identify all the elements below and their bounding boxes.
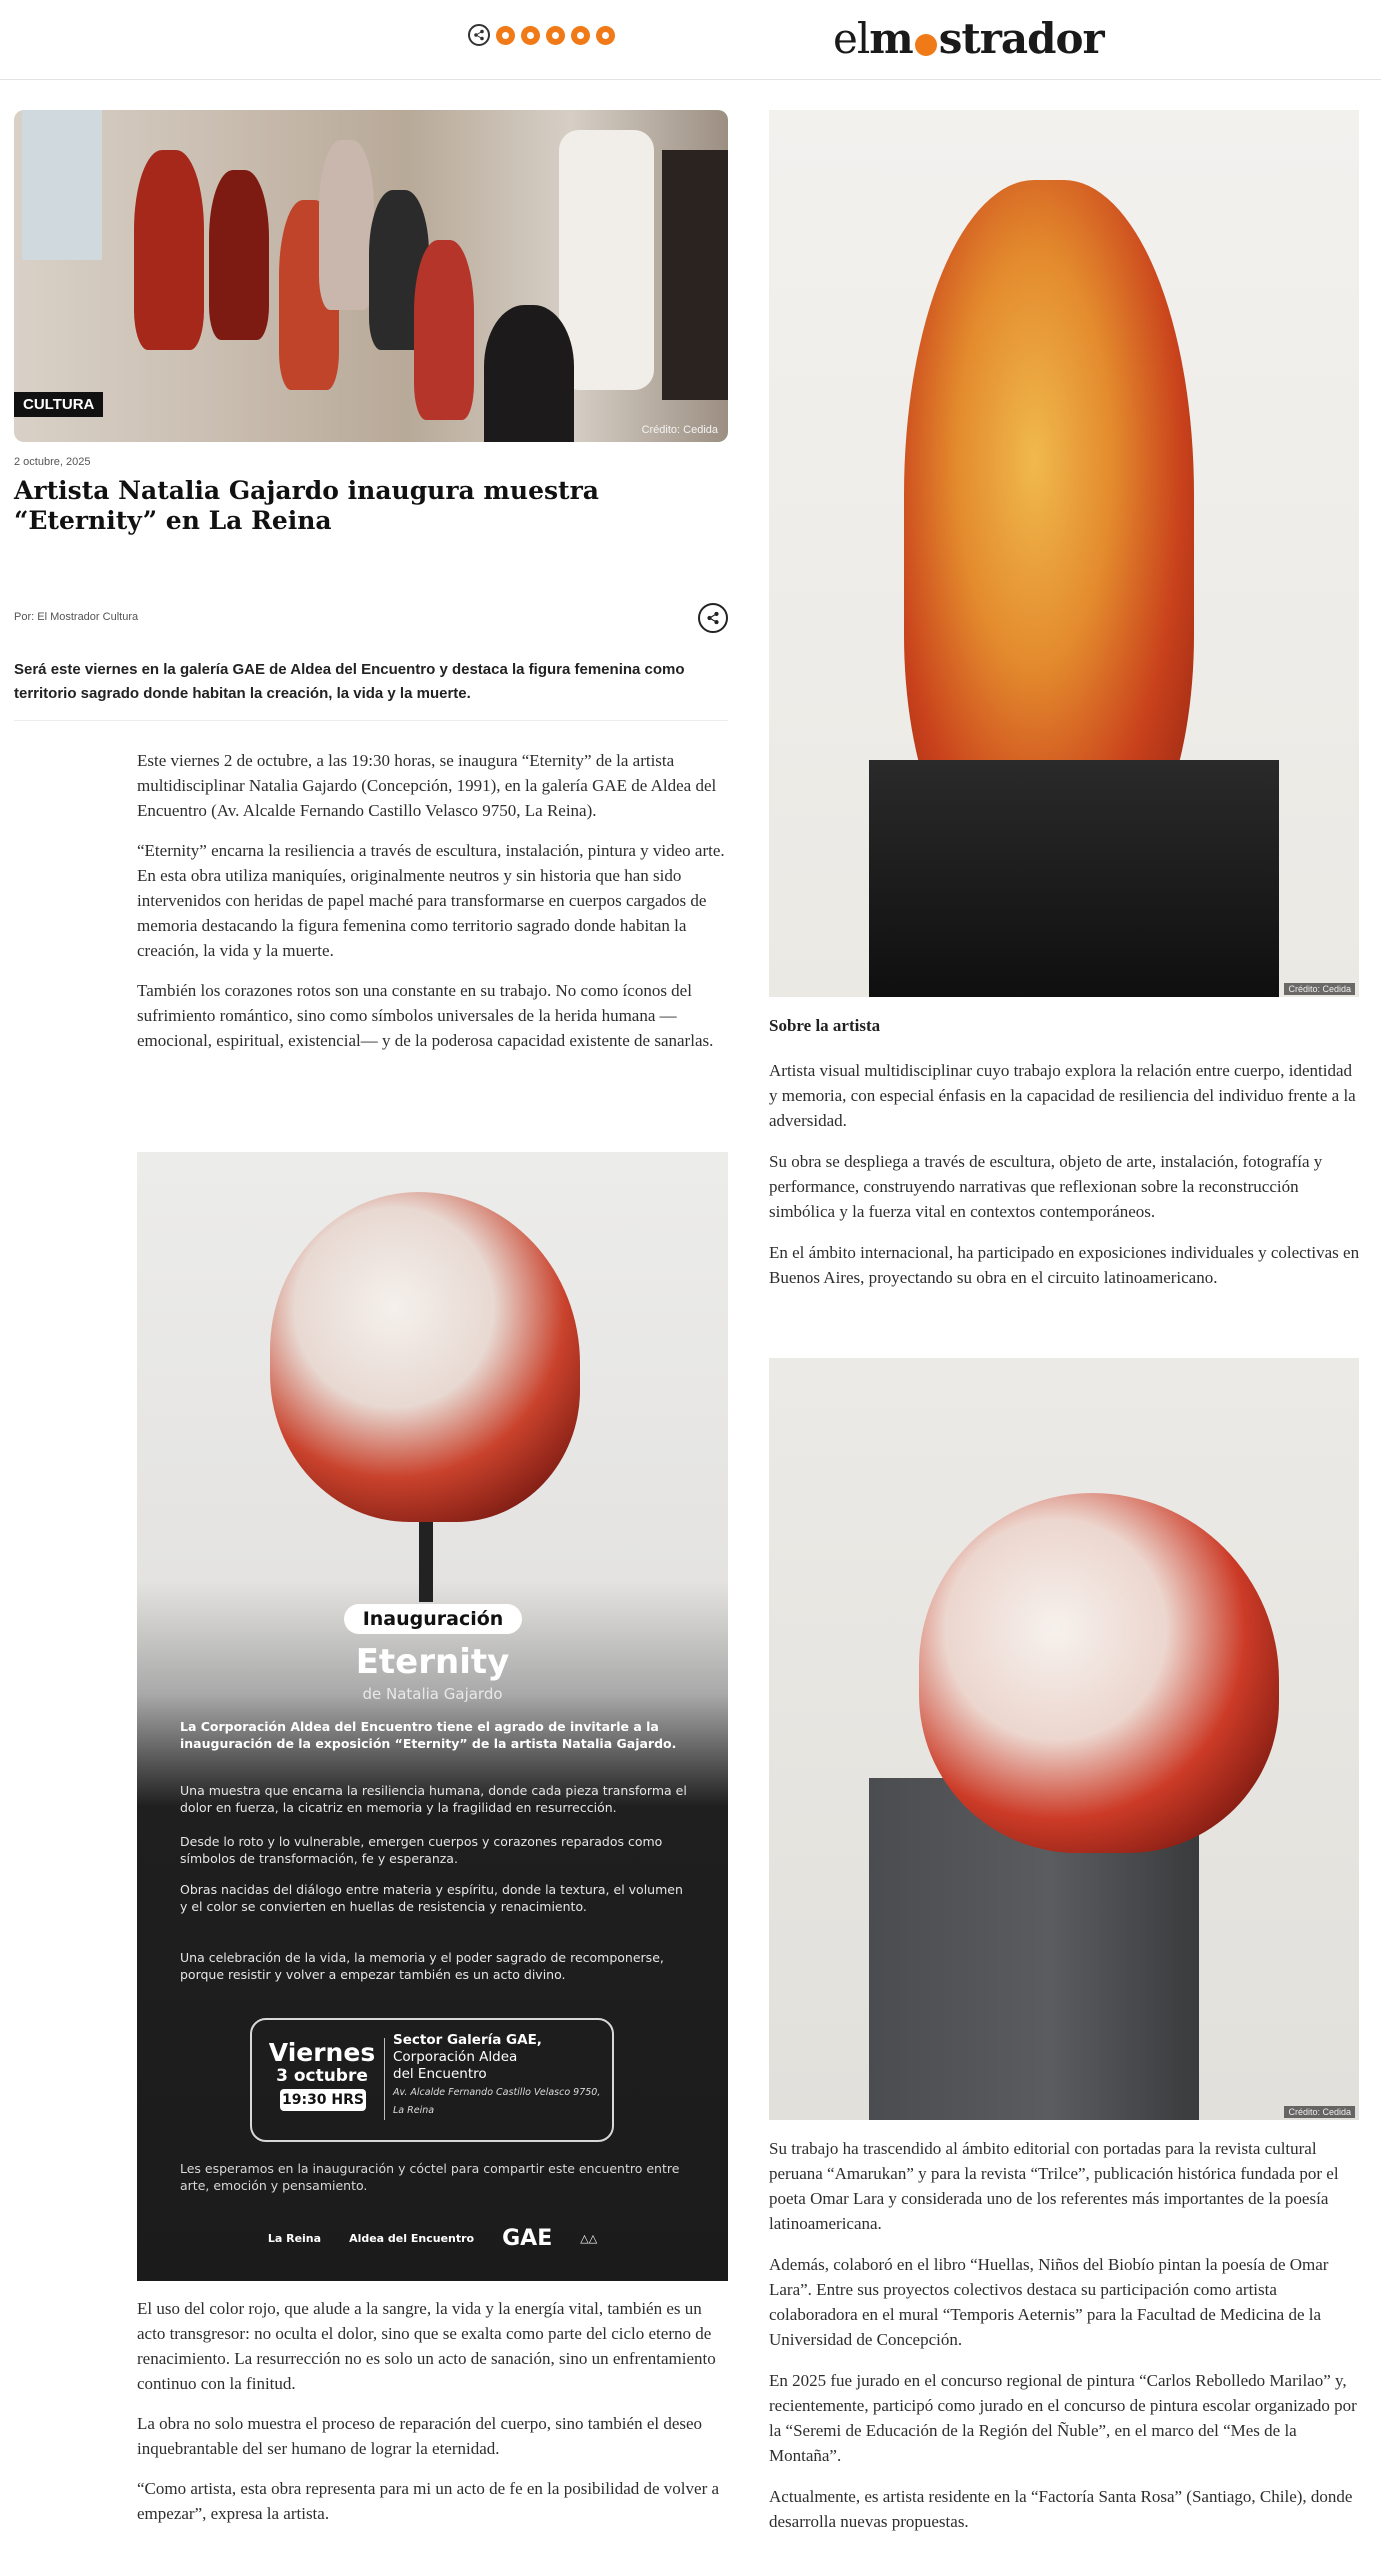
dark-mannequin-shape [662,150,728,400]
event-venue [393,2032,607,2119]
sculpture-head [919,1493,1279,1853]
paragraph: En el ámbito internacional, ha participado en exposiciones individuales y colectivas en Buenos Aires, proyectando su obra en el circuito latinoamericano. [769,1243,1360,1287]
whatsapp-icon[interactable] [571,26,590,45]
byline[interactable]: Por: El Mostrador Cultura [14,611,139,623]
venue-org: Corporación Aldea [393,2049,518,2065]
artist-shape [484,305,574,442]
about-body-continued [769,2136,1361,2550]
paragraph: “Como artista, esta obra representa para mi un acto de fe en la posibilidad de volver a empezar”, expresa la artista. [137,2479,720,2523]
poster-logos [137,2226,728,2251]
poster-paragraph: Una muestra que encarna la resiliencia humana, donde cada pieza transforma el dolor en fuerza, la cicatriz en memoria y la fragilidad en resurrección. [180,1783,687,1815]
sculpture-head-image [270,1192,580,1522]
la-reina-logo: La Reina [267,2232,322,2245]
paragraph: Artista visual multidisciplinar cuyo trabajo explora la relación entre cuerpo, identidad y memoria, con especial énfasis en la capacidad de resiliencia del individuo frente a la adversidad. [769,1061,1356,1130]
article-body [137,748,729,1068]
paragraph: Además, colaboró en el libro “Huellas, Niños del Biobío pintan la poesía de Omar Lara”. Entre sus proyectos colectivos destaca su participación como artista colaboradora en el mural “Temporis Aeternis” para la Facultad de Medicina de la Universidad de Concepción. [769,2255,1329,2349]
category-tag[interactable]: CULTURA [14,392,103,417]
site-header [0,0,1381,80]
logo-m: m [869,14,913,63]
paragraph: En 2025 fue jurado en el concurso regional de pintura “Carlos Rebolledo Marilao” y, recientemente, participó como jurado en el concurso de pintura escolar organizado por la “Seremi de Educación de la Región del Ñuble”, en el marco del “Mes de la Montaña”. [769,2371,1357,2465]
hero-image [14,110,728,442]
event-time: 19:30 HRS [280,2089,366,2111]
aldea-logo: Aldea del Encuentro [349,2232,475,2245]
mannequin-shape [134,150,204,350]
mountain-logo: △△ [580,2232,598,2245]
venue-city: La Reina [393,2105,435,2116]
paragraph: Su obra se despliega a través de escultura, objeto de arte, instalación, fotografía y performance, construyendo narrativas que reflexionan sobre la reconstrucción simbólica y la fuerza vital en contextos contemporáneos. [769,1152,1323,1221]
venue-name: Sector Galería GAE, [393,2032,542,2048]
stand-pole [419,1522,433,1602]
photo-credit: Crédito: Cedida [641,424,718,436]
mannequin-shape [319,140,374,310]
torso-sculpture-image [769,110,1359,997]
share-bar [468,24,615,46]
paragraph: El uso del color rojo, que alude a la sangre, la vida y la energía vital, también es un acto transgresor: no oculta el dolor, sino que se exalta como parte del ciclo eterno de renacimiento. La resurrección no es solo un acto de sanación, sino un enfrentamiento continuo con la finitud. [137,2299,716,2393]
poster-subtitle: de Natalia Gajardo [362,1685,503,1703]
window-shape [22,110,102,260]
venue-address: Av. Alcalde Fernando Castillo Velasco 9750, [393,2087,601,2098]
share-icon[interactable] [468,24,490,46]
poster-paragraph: Obras nacidas del diálogo entre materia y espíritu, donde la textura, el volumen y el color se convierten en huellas de resistencia y renacimiento. [180,1882,683,1914]
poster-intro: La Corporación Aldea del Encuentro tiene el agrado de invitarle a la inauguración de la exposición “Eternity” de la artista Natalia Gajardo. [180,1719,677,1751]
paragraph: La obra no solo muestra el proceso de reparación del cuerpo, sino también el deseo inquebrantable del ser humano de lograr la eternidad. [137,2414,703,2458]
share-icon[interactable] [698,603,728,633]
paragraph: “Eternity” encarna la resiliencia a través de escultura, instalación, pintura y video arte. En esta obra utiliza maniquíes, originalmente neutros y sin historia que han sido intervenidos con heridas de papel maché para transformarse en cuerpos cargados de memoria destacando la figura femenina como territorio sagrado donde habitan la creación, la vida y la muerte. [137,841,725,960]
mannequin-shape [209,170,269,340]
about-body [769,1058,1361,1306]
divider [14,720,728,721]
x-icon[interactable] [546,26,565,45]
about-heading: Sobre la artista [769,1016,881,1035]
article-title: Artista Natalia Gajardo inaugura muestra “Eternity” en La Reina [14,476,599,535]
event-date: 3 octubre [276,2066,368,2086]
article-body-continued [137,2296,729,2541]
linkedin-icon[interactable] [521,26,540,45]
event-day: Viernes [268,2038,376,2067]
poster-title: Eternity [355,1642,510,1682]
poster-pill: Inauguración [344,1604,522,1634]
gae-logo: GAE [502,2226,553,2251]
email-icon[interactable] [596,26,615,45]
article-lead: Será este viernes en la galería GAE de Aldea del Encuentro y destaca la figura femenina como territorio sagrado donde habitan la creación, la vida y la muerte. [14,661,685,702]
facebook-icon[interactable] [496,26,515,45]
mannequin-shape [414,240,474,420]
pedestal [869,760,1279,997]
head-sculpture-image [769,1358,1359,2120]
photo-credit: Crédito: Cedida [1284,983,1355,995]
paragraph: Su trabajo ha trascendido al ámbito editorial con portadas para la revista cultural peruana “Amarukan” y para la revista “Trilce”, publicación histórica fundada por el poeta Omar Lara y considerada uno de los referentes más importantes de la poesía latinoamericana. [769,2139,1339,2233]
white-dress-shape [559,130,654,390]
logo-prefix: el [833,14,870,63]
poster-paragraph: Desde lo roto y lo vulnerable, emergen cuerpos y corazones reparados como símbolos de transformación, fe y esperanza. [180,1834,663,1866]
logo-suffix: strador [938,14,1104,63]
article-date: 2 octubre, 2025 [14,456,91,468]
photo-credit: Crédito: Cedida [1284,2106,1355,2118]
poster-paragraph: Una celebración de la vida, la memoria y el poder sagrado de recomponerse, porque resistir y volver a empezar también es un acto divino. [180,1950,664,1982]
poster-footer: Les esperamos en la inauguración y cóctel para compartir este encuentro entre arte, emoción y pensamiento. [180,2161,680,2193]
paragraph: Actualmente, es artista residente en la “Factoría Santa Rosa” (Santiago, Chile), donde desarrolla nuevas propuestas. [769,2487,1353,2531]
event-poster [137,1152,728,2281]
paragraph: Este viernes 2 de octubre, a las 19:30 horas, se inaugura “Eternity” de la artista multidisciplinar Natalia Gajardo (Concepción, 1991), en la galería GAE de Aldea del Encuentro (Av. Alcalde Fernando Castillo Velasco 9750, La Reina). [137,751,717,820]
site-logo[interactable] [833,14,1104,63]
paragraph: También los corazones rotos son una constante en su trabajo. No como íconos del sufrimiento romántico, sino como símbolos universales de la herida humana —emocional, espiritual, existencial— y de la poderosa capacidad existente de sanarlas. [137,981,714,1050]
venue-org: del Encuentro [393,2066,487,2082]
logo-dot-icon [915,34,937,56]
divider [384,2038,385,2120]
